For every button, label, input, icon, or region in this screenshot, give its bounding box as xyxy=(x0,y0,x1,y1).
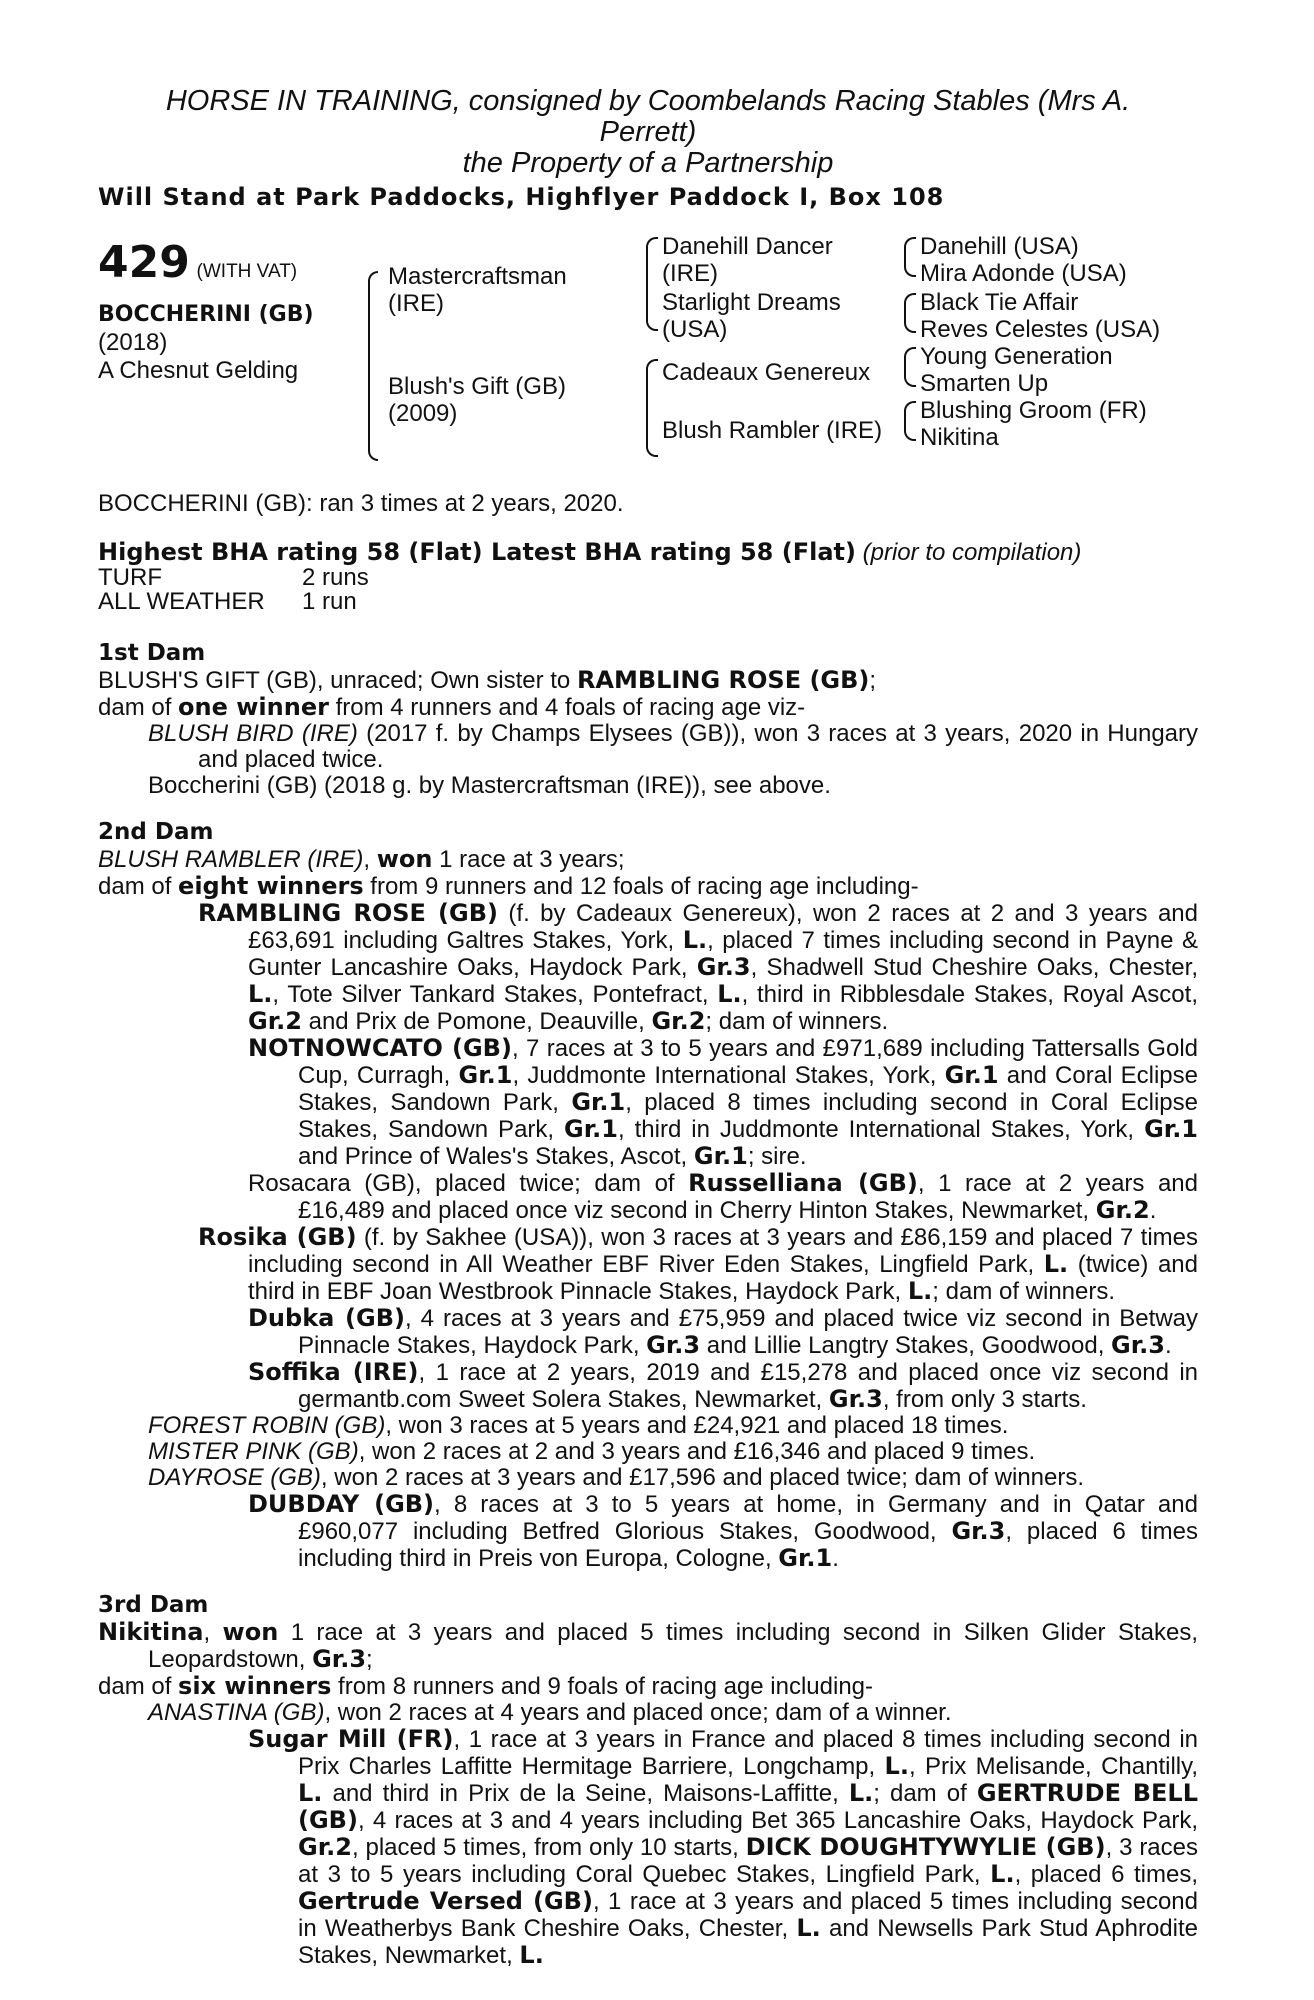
produce-entry: DAYROSE (GB), won 2 races at 3 years and £17,596 and placed twice; dam of winners. xyxy=(148,1464,1085,1491)
horse-year: (2018) xyxy=(98,329,168,356)
produce-entry: NOTNOWCATO (GB), 7 races at 3 to 5 years and £971,689 including Tattersalls Gold Cup, Curragh, Gr.1, Juddmonte International Stakes, York, Gr.1 and Coral Eclipse Stakes, Sandown Park, Gr.1, placed 8 times including second in Coral Eclipse Stakes, Sandown Park, Gr.1, third in Juddmonte International Stakes, York, Gr.1 and Prince of Wales's Stakes, Ascot, Gr.1; sire. xyxy=(248,1034,1199,1170)
dam-sire: Cadeaux Genereux xyxy=(662,359,871,386)
lot-header xyxy=(98,237,298,288)
third-dam-line: Nikitina, won 1 race at 3 years and placed 5 times including second in Silken Glider Stakes, Leopardstown, Gr.3; xyxy=(98,1618,1198,1673)
sire-sire-name: Danehill Dancer xyxy=(662,233,833,260)
produce-entry: Soffika (IRE), 1 race at 2 years, 2019 and £15,278 and placed once viz second in germantb.com Sweet Solera Stakes, Newmarket, Gr.3, from only 3 starts. xyxy=(248,1358,1198,1413)
produce-entry: Rosacara (GB), placed twice; dam of Russelliana (GB), 1 race at 2 years and £16,489 and placed once viz second in Cherry Hinton Stakes, Newmarket, Gr.2. xyxy=(248,1169,1199,1224)
sire-country: (IRE) xyxy=(388,290,444,317)
gs-brace-2 xyxy=(904,293,916,333)
dam-line-brace xyxy=(646,359,658,457)
sire-dam xyxy=(662,289,841,343)
second-dam-produce: dam of eight winners from 9 runners and 12 foals of racing age including- xyxy=(98,872,919,900)
horse-name: BOCCHERINI (GB) xyxy=(98,302,314,327)
pedigree-block xyxy=(98,233,1198,481)
ggd-3: Smarten Up xyxy=(920,370,1049,397)
consignor-line-cont: Perrett) xyxy=(599,116,697,148)
lot-number: 429 xyxy=(98,237,190,288)
aw-label: ALL WEATHER xyxy=(98,588,265,615)
ggd-1: Mira Adonde (USA) xyxy=(920,260,1127,287)
dam xyxy=(388,373,566,427)
aw-row xyxy=(98,590,369,614)
turf-row xyxy=(98,566,369,590)
dam-name: Blush's Gift (GB) xyxy=(388,373,566,400)
third-dam-heading: 3rd Dam xyxy=(98,1592,209,1618)
third-dam-produce: dam of six winners from 8 runners and 9 foals of racing age including- xyxy=(98,1672,874,1700)
produce-entry: FOREST ROBIN (GB), won 3 races at 5 years and £24,921 and placed 18 times. xyxy=(148,1412,1009,1439)
stand-location: Will Stand at Park Paddocks, Highflyer Paddock I, Box 108 xyxy=(98,183,945,211)
sire xyxy=(388,263,567,317)
produce-entry: DUBDAY (GB), 8 races at 3 to 5 years at home, in Germany and in Qatar and £960,077 including Betfred Glorious Stakes, Goodwood, Gr.3, placed 6 times including third in Preis von Europa, Cologne, Gr.1. xyxy=(248,1490,1198,1572)
property-line: the Property of a Partnership xyxy=(462,147,834,179)
first-dam-produce: dam of one winner from 4 runners and 4 foals of racing age viz- xyxy=(98,693,806,721)
first-dam-heading: 1st Dam xyxy=(98,640,206,666)
produce-entry: MISTER PINK (GB), won 2 races at 2 and 3 years and £16,346 and placed 9 times. xyxy=(148,1438,1036,1465)
sire-dam-brace xyxy=(368,271,378,461)
turf-value: 2 runs xyxy=(302,564,369,591)
sire-dam-name: Starlight Dreams xyxy=(662,289,841,316)
consignor-line: HORSE IN TRAINING, consigned by Coombelands Racing Stables (Mrs A. xyxy=(165,85,1131,117)
turf-label: TURF xyxy=(98,564,162,591)
dam-year: (2009) xyxy=(388,400,458,427)
produce-entry: Rosika (GB) (f. by Sakhee (USA)), won 3 races at 3 years and £86,159 and placed 7 times including second in All Weather EBF River Eden Stakes, Lingfield Park, L. (twice) and third in EBF Joan Westbrook Pinnacle Stakes, Haydock Park, L.; dam of winners. xyxy=(198,1223,1199,1305)
produce-entry: Boccherini (GB) (2018 g. by Mastercraftsman (IRE)), see above. xyxy=(148,772,831,799)
bha-rating xyxy=(98,539,1198,566)
produce-entry: RAMBLING ROSE (GB) (f. by Cadeaux Genereux), won 2 races at 2 and 3 years and £63,691 including Galtres Stakes, York, L., placed 7 times including second in Payne & Gunter Lancashire Oaks, Haydock Park, Gr.3, Shadwell Stud Cheshire Oaks, Chester, L., Tote Silver Tankard Stakes, Pontefract, L., third in Ribblesdale Stakes, Royal Ascot, Gr.2 and Prix de Pomone, Deauville, Gr.2; dam of winners. xyxy=(198,899,1198,1035)
ggs-1: Danehill (USA) xyxy=(920,233,1079,260)
sire-sire xyxy=(662,233,833,287)
rating-note: (prior to compilation) xyxy=(862,539,1082,566)
catalogue-page xyxy=(98,86,1198,1969)
first-dam-section xyxy=(98,640,1198,799)
ggs-4: Blushing Groom (FR) xyxy=(920,397,1147,424)
produce-entry: Sugar Mill (FR), 1 race at 3 years in France and placed 8 times including second in Prix Charles Laffitte Hermitage Barriere, Longchamp, L., Prix Melisande, Chantilly, L. and third in Prix de la Seine, Maisons-Laffitte, L.; dam of GERTRUDE BELL (GB), 4 races at 3 and 4 years including Bet 365 Lancashire Oaks, Haydock Park, Gr.2, placed 5 times, from only 10 starts, DICK DOUGHTYWYLIE (GB), 3 races at 3 to 5 years including Coral Quebec Stakes, Lingfield Park, L., placed 6 times, Gertrude Versed (GB), 1 race at 3 years and placed 5 times including second in Weatherbys Bank Cheshire Oaks, Chester, L. and Newsells Park Stud Aphrodite Stakes, Newmarket, L. xyxy=(248,1725,1199,1969)
gs-brace-4 xyxy=(904,401,916,441)
sire-dam-country: (USA) xyxy=(662,316,728,343)
gs-brace-1 xyxy=(904,237,916,277)
first-dam-line: BLUSH'S GIFT (GB), unraced; Own sister to RAMBLING ROSE (GB); xyxy=(98,666,877,694)
horse-description: A Chesnut Gelding xyxy=(98,357,299,384)
second-dam-line: BLUSH RAMBLER (IRE), won 1 race at 3 years; xyxy=(98,845,625,873)
vat-note: (WITH VAT) xyxy=(196,261,298,282)
ggs-3: Young Generation xyxy=(920,343,1113,370)
third-dam-section xyxy=(98,1592,1198,1969)
ggs-2: Black Tie Affair xyxy=(920,289,1079,316)
second-dam-section xyxy=(98,819,1198,1572)
sire-sire-country: (IRE) xyxy=(662,260,718,287)
produce-entry: ANASTINA (GB), won 2 races at 4 years and placed once; dam of a winner. xyxy=(148,1699,952,1726)
produce-entry: Dubka (GB), 4 races at 3 years and £75,959 and placed twice viz second in Betway Pinnacle Stakes, Haydock Park, Gr.3 and Lillie Langtry Stakes, Goodwood, Gr.3. xyxy=(248,1304,1199,1359)
produce-entry: BLUSH BIRD (IRE) (2017 f. by Champs Elysees (GB)), won 3 races at 3 years, 2020 in Hungary and placed twice. xyxy=(148,720,1199,773)
gs-brace-3 xyxy=(904,347,916,387)
race-summary: BOCCHERINI (GB): ran 3 times at 2 years, 2020. xyxy=(98,490,624,517)
rating-values: Highest BHA rating 58 (Flat) Latest BHA rating 58 (Flat) xyxy=(98,538,856,566)
ggd-4: Nikitina xyxy=(920,424,999,451)
sire-name: Mastercraftsman xyxy=(388,263,567,290)
runs-table xyxy=(98,566,369,614)
ratings-section xyxy=(98,539,1198,614)
ggd-2: Reves Celestes (USA) xyxy=(920,316,1161,343)
dam-dam: Blush Rambler (IRE) xyxy=(662,417,883,444)
aw-value: 1 run xyxy=(302,588,357,615)
sire-line-brace xyxy=(646,237,658,331)
second-dam-heading: 2nd Dam xyxy=(98,819,214,845)
